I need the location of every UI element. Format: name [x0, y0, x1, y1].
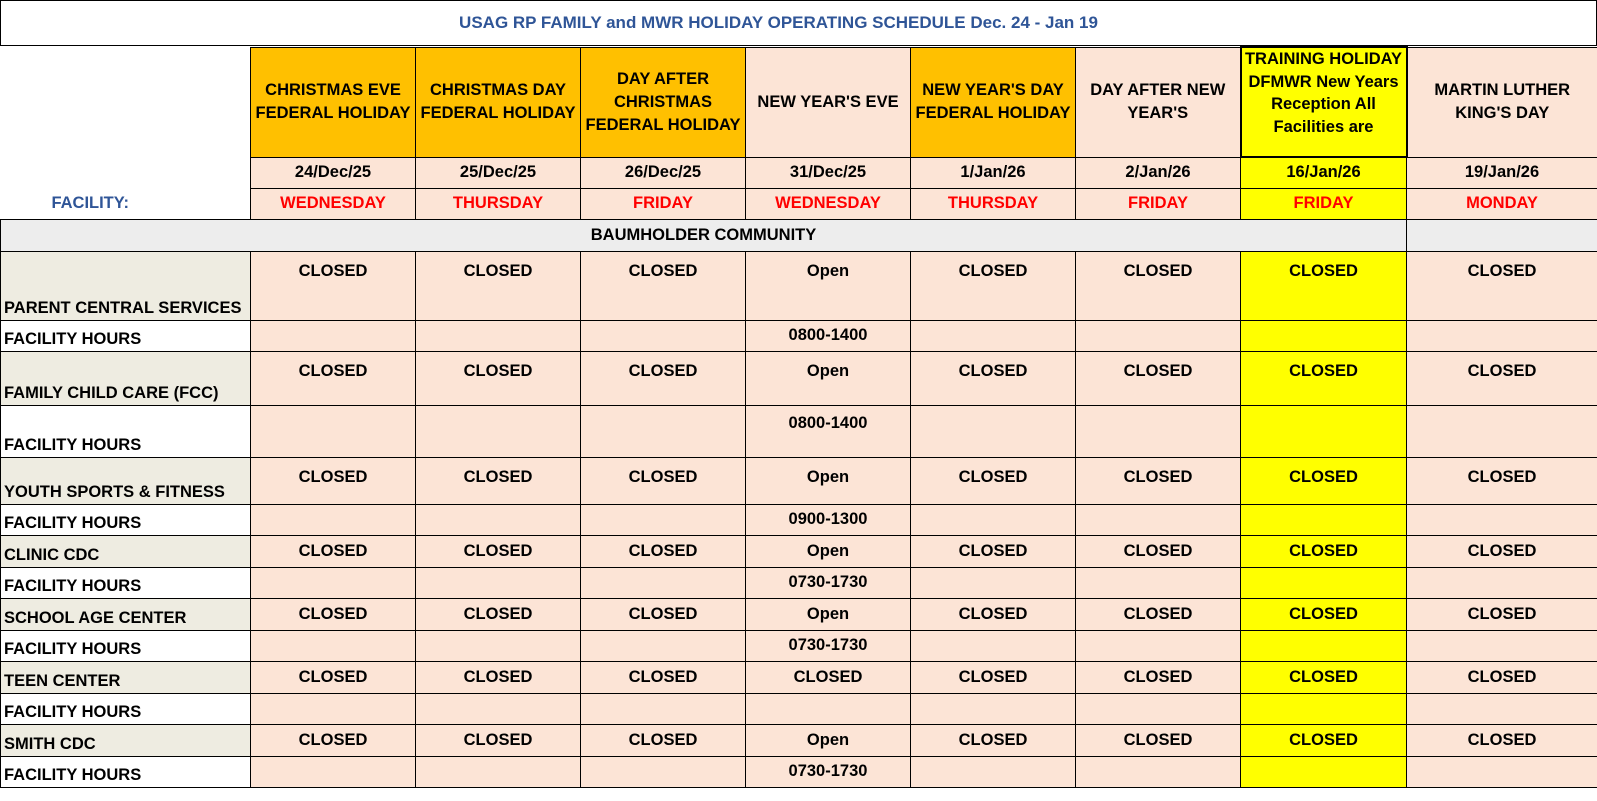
holiday-header-4: NEW YEAR'S DAY FEDERAL HOLIDAY — [911, 47, 1076, 157]
facility-name: YOUTH SPORTS & FITNESS — [1, 457, 251, 504]
hours-cell — [1241, 756, 1407, 787]
status-cell: CLOSED — [251, 724, 416, 756]
hours-cell — [581, 567, 746, 598]
status-cell: CLOSED — [581, 457, 746, 504]
status-cell: CLOSED — [1241, 351, 1407, 405]
status-cell: CLOSED — [911, 535, 1076, 567]
hours-cell — [581, 405, 746, 457]
facility-hours-label: FACILITY HOURS — [1, 405, 251, 457]
status-cell: CLOSED — [1241, 724, 1407, 756]
page-title: USAG RP FAMILY and MWR HOLIDAY OPERATING SCHEDULE Dec. 24 - Jan 19 — [0, 0, 1597, 46]
holiday-header-5: DAY AFTER NEW YEAR'S — [1076, 47, 1241, 157]
facility-name: FAMILY CHILD CARE (FCC) — [1, 351, 251, 405]
status-cell: CLOSED — [251, 535, 416, 567]
status-cell: CLOSED — [1076, 351, 1241, 405]
status-cell: CLOSED — [251, 661, 416, 693]
status-cell: CLOSED — [746, 661, 911, 693]
hours-cell — [416, 630, 581, 661]
hours-cell — [1241, 320, 1407, 351]
status-cell: CLOSED — [1076, 457, 1241, 504]
hours-cell — [746, 693, 911, 724]
hours-cell — [416, 405, 581, 457]
weekday-cell-5: FRIDAY — [1076, 188, 1241, 219]
date-cell-7: 19/Jan/26 — [1407, 157, 1597, 188]
date-cell-0: 24/Dec/25 — [251, 157, 416, 188]
hours-cell — [1076, 320, 1241, 351]
status-cell: CLOSED — [416, 251, 581, 320]
hours-cell — [251, 630, 416, 661]
hours-cell — [581, 630, 746, 661]
status-cell: CLOSED — [1407, 724, 1597, 756]
status-cell: CLOSED — [911, 598, 1076, 630]
status-cell: CLOSED — [1241, 535, 1407, 567]
weekday-cell-7: MONDAY — [1407, 188, 1597, 219]
status-cell: Open — [746, 457, 911, 504]
weekday-cell-4: THURSDAY — [911, 188, 1076, 219]
hours-cell — [1076, 567, 1241, 598]
status-cell: CLOSED — [1407, 535, 1597, 567]
date-cell-1: 25/Dec/25 — [416, 157, 581, 188]
status-cell: Open — [746, 251, 911, 320]
hours-cell — [1241, 504, 1407, 535]
weekday-cell-0: WEDNESDAY — [251, 188, 416, 219]
section-header-end — [1407, 219, 1597, 251]
status-cell: CLOSED — [581, 351, 746, 405]
hours-cell — [581, 756, 746, 787]
hours-cell — [416, 693, 581, 724]
facility-hours-label: FACILITY HOURS — [1, 567, 251, 598]
status-cell: CLOSED — [1407, 351, 1597, 405]
hours-cell — [911, 756, 1076, 787]
facility-name: PARENT CENTRAL SERVICES — [1, 251, 251, 320]
status-cell: CLOSED — [1407, 598, 1597, 630]
hours-cell — [1076, 405, 1241, 457]
hours-cell — [1076, 630, 1241, 661]
hours-cell — [251, 756, 416, 787]
hours-cell — [416, 504, 581, 535]
weekday-cell-6: FRIDAY — [1241, 188, 1407, 219]
status-cell: Open — [746, 724, 911, 756]
hours-cell — [1076, 504, 1241, 535]
status-cell: CLOSED — [581, 251, 746, 320]
hours-cell — [1076, 756, 1241, 787]
hours-cell: 0900-1300 — [746, 504, 911, 535]
facility-hours-label: FACILITY HOURS — [1, 630, 251, 661]
facility-name: SMITH CDC — [1, 724, 251, 756]
hours-cell — [581, 504, 746, 535]
hours-cell — [1241, 567, 1407, 598]
holiday-header-7: MARTIN LUTHER KING'S DAY — [1407, 47, 1597, 157]
status-cell: CLOSED — [1076, 535, 1241, 567]
status-cell: Open — [746, 351, 911, 405]
status-cell: CLOSED — [1241, 661, 1407, 693]
holiday-header-0: CHRISTMAS EVE FEDERAL HOLIDAY — [251, 47, 416, 157]
status-cell: CLOSED — [1241, 457, 1407, 504]
status-cell: CLOSED — [416, 598, 581, 630]
holiday-header-1: CHRISTMAS DAY FEDERAL HOLIDAY — [416, 47, 581, 157]
status-cell: CLOSED — [1076, 724, 1241, 756]
facility-name: TEEN CENTER — [1, 661, 251, 693]
date-cell-5: 2/Jan/26 — [1076, 157, 1241, 188]
status-cell: CLOSED — [251, 598, 416, 630]
status-cell: CLOSED — [581, 598, 746, 630]
status-cell: CLOSED — [1076, 251, 1241, 320]
hours-cell — [581, 693, 746, 724]
status-cell: CLOSED — [416, 351, 581, 405]
status-cell: CLOSED — [416, 535, 581, 567]
hours-cell: 0730-1730 — [746, 756, 911, 787]
hours-cell — [1241, 630, 1407, 661]
status-cell: CLOSED — [251, 251, 416, 320]
status-cell: Open — [746, 535, 911, 567]
status-cell: CLOSED — [911, 457, 1076, 504]
hours-cell — [251, 405, 416, 457]
hours-cell — [1407, 405, 1597, 457]
status-cell: CLOSED — [911, 251, 1076, 320]
status-cell: CLOSED — [581, 724, 746, 756]
hours-cell — [1407, 756, 1597, 787]
holiday-header-2: DAY AFTER CHRISTMAS FEDERAL HOLIDAY — [581, 47, 746, 157]
status-cell: CLOSED — [251, 457, 416, 504]
status-cell: CLOSED — [416, 724, 581, 756]
hours-cell — [581, 320, 746, 351]
hours-cell: 0730-1730 — [746, 630, 911, 661]
status-cell: CLOSED — [416, 661, 581, 693]
hours-cell: 0800-1400 — [746, 320, 911, 351]
hours-cell — [251, 504, 416, 535]
holiday-header-3: NEW YEAR'S EVE — [746, 47, 911, 157]
hours-cell — [1407, 693, 1597, 724]
status-cell: CLOSED — [1241, 598, 1407, 630]
facility-label: FACILITY: — [51, 193, 130, 212]
hours-cell — [1241, 405, 1407, 457]
hours-cell — [1076, 693, 1241, 724]
hours-cell — [416, 567, 581, 598]
status-cell: CLOSED — [1407, 251, 1597, 320]
status-cell: CLOSED — [581, 661, 746, 693]
schedule-table — [0, 46, 1597, 788]
date-cell-2: 26/Dec/25 — [581, 157, 746, 188]
status-cell: CLOSED — [1407, 661, 1597, 693]
hours-cell: 0800-1400 — [746, 405, 911, 457]
hours-cell — [911, 405, 1076, 457]
weekday-cell-3: WEDNESDAY — [746, 188, 911, 219]
facility-hours-label: FACILITY HOURS — [1, 756, 251, 787]
hours-cell — [1407, 630, 1597, 661]
status-cell: CLOSED — [1407, 457, 1597, 504]
facility-hours-label: FACILITY HOURS — [1, 693, 251, 724]
hours-cell — [911, 320, 1076, 351]
status-cell: CLOSED — [251, 351, 416, 405]
facility-hours-label: FACILITY HOURS — [1, 320, 251, 351]
date-cell-6: 16/Jan/26 — [1241, 157, 1407, 188]
hours-cell — [1407, 320, 1597, 351]
weekday-cell-2: FRIDAY — [581, 188, 746, 219]
hours-cell — [911, 693, 1076, 724]
facility-name: SCHOOL AGE CENTER — [1, 598, 251, 630]
date-cell-4: 1/Jan/26 — [911, 157, 1076, 188]
hours-cell — [251, 320, 416, 351]
status-cell: CLOSED — [911, 661, 1076, 693]
status-cell: Open — [746, 598, 911, 630]
status-cell: CLOSED — [416, 457, 581, 504]
hours-cell — [911, 567, 1076, 598]
hours-cell — [911, 504, 1076, 535]
facility-hours-label: FACILITY HOURS — [1, 504, 251, 535]
section-header: BAUMHOLDER COMMUNITY — [1, 219, 1407, 251]
status-cell: CLOSED — [1241, 251, 1407, 320]
status-cell: CLOSED — [1076, 661, 1241, 693]
hours-cell — [251, 567, 416, 598]
facility-name: CLINIC CDC — [1, 535, 251, 567]
status-cell: CLOSED — [911, 351, 1076, 405]
weekday-cell-1: THURSDAY — [416, 188, 581, 219]
hours-cell — [416, 320, 581, 351]
hours-cell — [1407, 504, 1597, 535]
facility-header-cell — [1, 47, 251, 219]
status-cell: CLOSED — [581, 535, 746, 567]
date-cell-3: 31/Dec/25 — [746, 157, 911, 188]
hours-cell — [416, 756, 581, 787]
status-cell: CLOSED — [1076, 598, 1241, 630]
status-cell: CLOSED — [911, 724, 1076, 756]
hours-cell — [911, 630, 1076, 661]
hours-cell: 0730-1730 — [746, 567, 911, 598]
holiday-header-6: TRAINING HOLIDAY DFMWR New Years Reception All Facilities are — [1241, 47, 1407, 157]
hours-cell — [1241, 693, 1407, 724]
hours-cell — [251, 693, 416, 724]
hours-cell — [1407, 567, 1597, 598]
